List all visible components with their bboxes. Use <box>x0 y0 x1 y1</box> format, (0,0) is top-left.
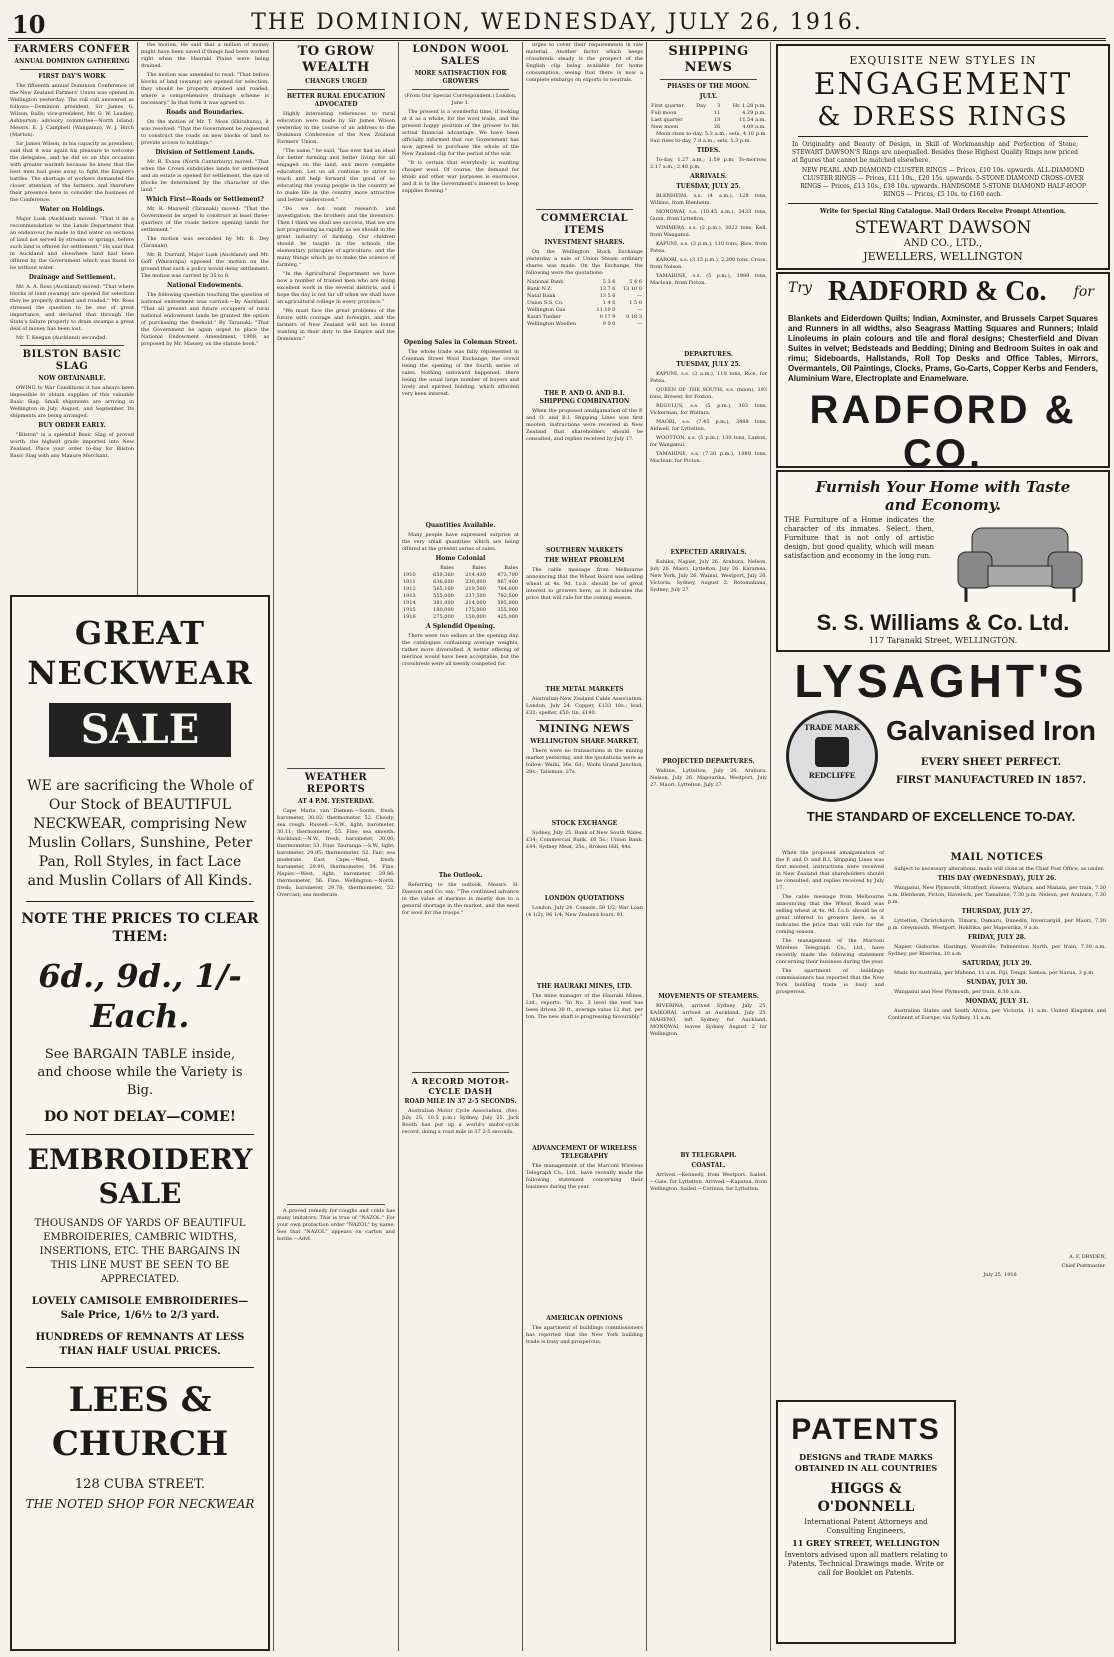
table-cell: 792,500 <box>497 593 518 599</box>
headline: TO GROW WEALTH <box>297 44 375 75</box>
ad-headline: RADFORD & Co. <box>828 276 1047 307</box>
table-header-cell <box>402 565 423 572</box>
badge-label: REDCLIFFE <box>808 771 856 780</box>
newspaper-title: THE DOMINION, WEDNESDAY, JULY 26, 1916. <box>251 10 863 35</box>
ad-headline: ENGAGEMENT <box>813 67 1073 102</box>
section-heading: TIDES. <box>696 147 721 154</box>
table-cell: 26 <box>713 124 721 130</box>
subheadline: INVESTMENT SHARES. <box>544 239 625 246</box>
company-address: 117 Taranaki Street, WELLINGTON. <box>868 636 1018 645</box>
embroidery-headline: EMBROIDERY SALE <box>27 1143 253 1210</box>
table-cell: Last quarter <box>651 117 683 123</box>
column-rule <box>770 42 771 1651</box>
subheadline: WELLINGTON SHARE MARKET. <box>530 738 639 745</box>
ad-body: Inventors advised upon all matters relating to Patents. Technical Drawings made. Write or call for Booklet on Patents. <box>784 1551 948 1577</box>
signature-name: A. F. DRYDEN, <box>1069 1254 1106 1260</box>
table-cell: Wellington Woollen <box>527 321 576 327</box>
headline: COMMERCIAL ITEMS <box>540 213 629 236</box>
table-row <box>402 607 519 614</box>
table-row <box>650 103 767 110</box>
article-paragraph: Many people have expressed surprise at the very small quantities which are being offered at the present series of sales. <box>402 532 519 552</box>
section-heading: National Endowments. <box>166 282 244 289</box>
table-cell: 9 0 0 <box>602 321 616 327</box>
table-cell: 1914 <box>403 600 416 606</box>
table-row <box>402 579 519 586</box>
badge-label: TRADE MARK <box>804 723 860 732</box>
stewart-dawson-rings-ad <box>776 44 1110 270</box>
table-row <box>526 286 643 293</box>
mail-schedule: Wanganui and New Plymouth, per train, 8.30 a.m. <box>894 989 1022 995</box>
headline: A RECORD MOTOR-CYCLE DASH <box>411 1076 510 1096</box>
table-cell: 230,800 <box>465 579 486 585</box>
shipping-entry: TAMAHINE, s.s. (7.30 p.m.), 1989 tons, Maclean, for Picton. <box>650 451 767 464</box>
mail-schedule: Wanganui, New Plymouth, Stratford, Hawera, Waitara, and Manaia, per train, 7.30 a.m. Blenheim, Picton, Havelock, per Tamahine, 7.30 p.m. Nelson, per Arahura, 7.30 p.m. <box>888 885 1106 905</box>
headline: MINING NEWS <box>538 724 631 735</box>
table-cell: 381,000 <box>433 600 454 606</box>
section-heading: BY TELEGRAPH. <box>680 1152 737 1159</box>
column-rule <box>398 42 399 1651</box>
armchair-illustration <box>950 518 1090 606</box>
section-heading: Division of Settlement Lands. <box>155 149 255 156</box>
mail-schedule: Lyttelton, Christchurch, Timaru, Oamaru, Dunedin, Invercargill, per Maori, 7.30 p.m. Greymouth, Westport, Hokitika, per Mapourika, 9 a.m. <box>888 918 1106 931</box>
article-paragraph: Highly interesting references to rural education were made by Sir James Wilson yesterday in the course of an address to the Dominion Conference of the New Zealand Farmers' Union. <box>277 111 395 145</box>
article-paragraph: When the proposed amalgamation of the P. and O. and B.I. Shipping Lines was first mooted, instructions were received in New Zealand that shareholders should be consulted, and replies received by July 17. <box>776 850 884 891</box>
table-header-cell: Bales <box>440 565 454 571</box>
section-heading: COASTAL. <box>691 1162 726 1169</box>
store-tagline: THE NOTED SHOP FOR NECKWEAR <box>25 1497 255 1511</box>
ad-headline: Furnish Your Home with Taste <box>815 478 1071 496</box>
store-name: LEES & CHURCH <box>51 1380 229 1464</box>
table-cell: 355,000 <box>497 607 518 613</box>
table-cell: Bank N.Z. <box>527 286 553 292</box>
section-heading: ADVANCEMENT OF WIRELESS TELEGRAPHY <box>532 1145 637 1160</box>
section-heading: STOCK EXCHANGE <box>551 820 618 827</box>
table-cell: New moon <box>651 124 679 130</box>
table-cell: 13 10 0 <box>622 286 642 292</box>
table-cell: 565,100 <box>433 586 454 592</box>
subheadline: FIRST DAY'S WORK <box>38 73 106 80</box>
ad-try: Try <box>788 280 812 296</box>
table-cell: 867,400 <box>497 579 518 585</box>
subheadline: ANNUAL DOMINION GATHERING <box>14 58 130 65</box>
company-name: STEWART DAWSON <box>854 218 1032 238</box>
article-paragraph: When the proposed amalgamation of the P. and O. and B.I. Shipping Lines was first mooted, instructions were received in New Zealand that shareholders should be consulted, and replies received by July 17. <box>526 408 643 442</box>
table-row <box>526 279 643 286</box>
shipping-entry: MONOWAI, s.s. (10.45 a.m.), 3433 tons, Gunn, from Lyttelton. <box>650 209 767 222</box>
table-cell: 219,500 <box>465 586 486 592</box>
trade-mark-badge <box>786 710 878 802</box>
section-heading: Roads and Boundaries. <box>166 109 244 116</box>
article-paragraph: "Do we not want research and investigation, the brothers and the inventors. Then I think we shall see success, that we are not progressing as rapidly as we should in the great industry of farming. Our children should be taught in the schools the elementary principles of agriculture, and the many things which go to make the science of farming." <box>277 206 395 268</box>
section-heading: BUY ORDER EARLY. <box>38 422 106 429</box>
table-cell: Union S.S. Co. <box>527 300 564 306</box>
ad-write: Write for Special Ring Catalogue. Mail Orders Receive Prompt Attention. <box>819 208 1067 215</box>
table-cell: 784,600 <box>497 586 518 592</box>
mail-day: SATURDAY, JULY 29. <box>962 960 1032 967</box>
ad-headline: LYSAGHT'S <box>794 655 1088 707</box>
table-cell: 1913 <box>403 593 416 599</box>
article-paragraph: Referring to the outlook, Messrs. H. Dawson and Co. say: "The continued advance in the value of merinos is mostly due to a general shortage in the market, and the need for wool for the troops." <box>402 882 519 916</box>
table-cell: 11 10 0 <box>596 307 616 313</box>
section-heading: PROJECTED DEPARTURES. <box>662 758 755 765</box>
ad-headline: PATENTS <box>791 1413 941 1446</box>
mail-schedule: Napier, Gisborne, Hastings, Woodville, Palmerston North, per train, 7.30 a.m. Sydney, per Riverina, 10 a.m. <box>888 944 1106 957</box>
table-cell: Day <box>696 103 706 109</box>
article-paragraph: Mr. T. Keegan (Auckland) seconded. <box>16 335 108 341</box>
article-paragraph: "The same," he said, "has ever had an ideal for better farming and better living for all engaged on the land, and more complete education. Let us all continue to strive to teach and help forward the good of so educating the young people in the country as to make life in the country more attractive and better understood." <box>277 148 395 203</box>
table-cell: — <box>637 321 642 327</box>
shipping-entry: KAPUNI, s.s. (3 a.m.), 110 tons, Rice, for Patea. <box>650 371 767 384</box>
section-heading: THE WHEAT PROBLEM <box>544 557 625 564</box>
article-paragraph: "In the Agricultural Department we have now a number of trained men who are doing excellent work in the several districts, and I hope the day is not far off when we shall have an agricultural college in every province." <box>277 271 395 305</box>
table-cell: 5 3 6 <box>602 279 616 285</box>
table-cell: 659,360 <box>433 572 454 578</box>
article-paragraph: The cable message from Melbourne announcing that the Wheat Board was selling wheat at 4s. 9d. f.o.b. should be of great interest to growers here, as it indicates the price that will rule for the coming season. <box>776 894 884 935</box>
ad-see: See BARGAIN TABLE inside, and choose while the Variety is Big. <box>37 1047 243 1098</box>
company-address: 11 GREY STREET, WELLINGTON <box>792 1538 940 1548</box>
subheadline: PHASES OF THE MOON. <box>667 83 750 90</box>
table-row <box>402 600 519 607</box>
remnants-line: HUNDREDS OF REMNANTS AT LESS THAN HALF USUAL PRICES. <box>35 1332 245 1357</box>
notice-date: July 25, 1916 <box>983 1272 1017 1278</box>
article-paragraph: Mr. R. Evans (North Canterbury) moved: "That when the Crown subdivides lands for settlement and an estate is opened for settlement, the size of blocks be determined by the character of the land." <box>141 159 269 193</box>
ad-claim: EVERY SHEET PERFECT. <box>920 757 1062 768</box>
subheadline: AT 4 P.M. YESTERDAY. <box>298 798 374 805</box>
table-row <box>526 300 643 307</box>
embroidery-body: THOUSANDS OF YARDS OF BEAUTIFUL EMBROIDERIES, CAMBRIC WIDTHS, INSERTIONS, ETC. THE BARGAINS IN THIS LINE MUST BE SEEN TO BE APPRECIATED. <box>34 1218 246 1285</box>
table-cell: 595,000 <box>497 600 518 606</box>
shipping-entry: MAORI, s.s. (7.45 p.m.), 3488 tons, Aldwell, for Lyttelton. <box>650 419 767 432</box>
ad-prices: 6d., 9d., 1/- Each. <box>38 957 242 1035</box>
table-cell: Natal Bank <box>527 293 556 299</box>
article-paragraph: Mr. A. A. Ross (Auckland) moved: "That where blocks of land (swamp) are opened for selection they be properly drained and roaded." Mr. Ross stressed the question to be one of great importance, and declared that through the State's failure properly to drain swamps a great deal of money has been lost. <box>10 284 134 332</box>
table-cell <box>695 110 710 117</box>
article-paragraph: "Bilston" is a splendid Basic Slag of proved worth, the highest grade imported into New Zealand. Place your order to-day for Bilston Basic Slag with any Manure Merchant. <box>10 432 134 459</box>
table-row <box>526 321 643 328</box>
table-cell: 180,000 <box>433 607 454 613</box>
headline: WEATHER REPORTS <box>304 772 368 795</box>
mail-intro: Subject to necessary alterations, mails will close at the Chief Post Office, as under: <box>894 866 1105 872</box>
section-heading: MOVEMENTS OF STEAMERS. <box>658 993 759 1000</box>
table-cell: 5 4 6 <box>629 279 642 285</box>
section-heading: THE HAURAKI MINES, LTD. <box>536 983 633 990</box>
column-rule <box>522 42 523 1651</box>
ad-body: Blankets and Eiderdown Quilts; Indian, Axminster, and Brussels Carpet Squares and Runners in all widths, also Seagrass Matting Squares and Runners; Inlaid Linoleums in plain colours and tile and floral designs; Chesterfield and Divan Suites in velvet; Bedsteads and Bedding; Dining and Bedroom Suites in oak and rimu; Sideboards, Hallstands, Roll Top Desks and Office Tables, Mirrors, Overmantels, Oil Paintings, Clocks, Prams, Go-Carts, Copper Kerbs and Fenders, Aluminium Ware, Electroplate and Enamelware. <box>788 314 1098 383</box>
projected-departures: Wahine, Lyttelton, July 26. Arahura, Nelson, July 26. Mapourika, Westport, July 27. Maori, Lyttelton, July 27. <box>650 768 767 788</box>
shipping-entry: WOOTTON, s.s. (5 p.m.), 130 tons, Laxton, for Wanganui. <box>650 435 767 448</box>
article-paragraph: The mine manager of the Hauraki Mines, Ltd., reports: "In No. 3 level the reef has been driven 30 ft., average value 12 dwt. per ton. The new shaft is progressing favourably." <box>526 993 643 1020</box>
section-heading: Which First—Roads or Settlement? <box>146 196 264 203</box>
table-cell: 11.54 a.m. <box>739 117 766 123</box>
table-cell: 1916 <box>403 614 416 620</box>
lees-church-neckwear-ad <box>10 595 270 1651</box>
table-cell: 0 17 9 <box>599 314 616 320</box>
article-paragraph: The management of the Marconi Wireless Telegraph Co., Ltd., have recently made the following statement concerning their business during the year. <box>776 938 884 965</box>
article-paragraph: OWING to War Conditions it has always been impossible to obtain supplies of this valuable Basic Slag. Small shipments are arriving in Wellington in July, August, and September. Its shipments are being arranged. <box>10 385 134 419</box>
article-paragraph: "We must face the great problems of the future with courage and foresight, and the farmers of New Zealand will not be found wanting in their duty to the Empire and the Dominion." <box>277 308 395 342</box>
table-row <box>402 614 519 621</box>
column-conference-continued <box>141 42 269 587</box>
company-description: International Patent Attorneys and Consulting Engineers, <box>804 1518 928 1535</box>
section-heading: Quantities Available. <box>425 522 496 529</box>
ad-ring-list: NEW PEARL AND DIAMOND CLUSTER RINGS — Prices, £10 10s. upwards. ALL-DIAMOND CLUSTER RINGS — Prices, £11 10s., £20 15s. upwards. 5-STONE DIAMOND CROSS-OVER RINGS — Prices, £13 10s., £18 10s. upwards. HANDSOME 5-STONE DIAMOND HALF-HOOP RINGS — Prices, £5 10s. to £160 each. <box>800 167 1086 198</box>
table-cell: — <box>637 307 642 313</box>
table-cell: 1 5 0 <box>629 300 642 306</box>
table-cell: Wellington Gas <box>527 307 566 313</box>
moon-phases-table <box>650 103 767 131</box>
column-london-wool <box>402 42 519 1647</box>
ad-slogan: THE STANDARD OF EXCELLENCE TO-DAY. <box>806 809 1076 824</box>
table-cell <box>695 124 710 131</box>
article-paragraph: The apartment of buildings commissioners has reported that the New York building trade is busy and prosperous. <box>776 968 884 995</box>
subheadline: ROAD MILE IN 37 2-5 SECONDS. <box>404 1098 517 1105</box>
table-row <box>650 124 767 131</box>
table-cell: 18 <box>713 117 721 123</box>
mail-day: THURSDAY, JULY 27. <box>961 908 1033 915</box>
mail-schedule: Australian States and South Africa, per Victoria, 11 a.m. United Kingdom and Continent of Europe, via Sydney, 11 a.m. <box>888 1008 1106 1021</box>
williams-furniture-ad <box>776 470 1110 652</box>
shipping-entry: KARORI, s.s. (3.15 p.m.), 2,200 tons, Cross, from Nelson. <box>650 257 767 270</box>
article-paragraph: The following question touching the question of national endowment was carried:—By Auckland: "That all present and future occupiers of rural national endowment lands be granted the option of purchasing the freehold." By Taranaki: "That the Government be again urged to place the National Endowment Amendment, 1908, as proposed by Mr. Massey, on the statute book." <box>141 292 269 347</box>
table-cell: 555,000 <box>433 593 454 599</box>
table-row <box>526 314 643 321</box>
table-cell: National Bank <box>527 279 564 285</box>
article-paragraph: urges to cover their requirements in raw material. Another factor which keeps crossbreds steady is the prospect of the English clip being available for home consumption, seeing that there is now a complete embargo on exports to neutrals. <box>526 42 643 83</box>
table-cell: — <box>637 293 642 299</box>
sun-moon-times: Moon rises to-day, 5.3 a.m.; sets, 4.10 p.m. Sun rises to-day, 7.8 a.m.; sets, 5.3 p.m. <box>650 131 767 144</box>
subheadline: NOW OBTAINABLE. <box>38 375 106 382</box>
article-paragraph: On the Wellington Stock Exchange yesterday a sale of Union Steam ordinary shares was made. On the Exchange, the following were the quotations: <box>526 249 643 276</box>
article-paragraph: "It is certain that everybody is wanting cheaper wool. Of course, the demand for khaki and other war purposes is enormous, and it is to the Government's interest to keep supplies flowing." <box>402 160 519 194</box>
article-paragraph: There were two sellers at the opening day, the catalogues containing average weights, rather more diversified. A better offering of merinos would have been acceptable, but the crossbreds were all keenly competed for. <box>402 633 519 667</box>
crown-icon <box>815 737 849 767</box>
radford-furnishers-ad <box>776 272 1110 468</box>
table-row <box>402 572 519 579</box>
section-heading: SOUTHERN MARKETS <box>546 547 623 554</box>
column-grow-wealth <box>277 42 395 1647</box>
table-row <box>650 117 767 124</box>
mail-day: THIS DAY (WEDNESDAY), JULY 26. <box>937 875 1057 882</box>
mail-day: MONDAY, JULY 31. <box>965 998 1029 1005</box>
article-paragraph: Australian-New Zealand Cable Association. London, July 24. Copper, £133 10s.; lead, £32; spelter, £50; tin, £190. <box>526 696 643 716</box>
table-cell: Hr. 1.28 p.m. <box>732 103 766 109</box>
table-cell: 13 5 6 <box>599 293 616 299</box>
section-heading: Water on Holdings. <box>39 206 105 213</box>
signature-title: Chief Postmaster. <box>1061 1263 1106 1269</box>
ad-product: Galvanised Iron <box>885 715 1097 746</box>
section-subheading: TUESDAY, JULY 25. <box>676 183 741 190</box>
company-name: RADFORD & CO. <box>809 388 1077 468</box>
subheadline: MORE SATISFACTION FOR GROWERS <box>414 70 507 85</box>
expected-arrivals: Kahika, Napier, July 26. Arahura, Nelson, July 26. Maori, Lyttelton, July 26. Karamea, New York, July 26. Wainui, Westport, July 26. Victoria, Sydney, August 2. Rotomahana, Sydney, July 27. <box>650 559 767 593</box>
table-cell: 11 <box>713 110 721 116</box>
shares-table <box>526 279 643 328</box>
section-heading: A Splendid Opening. <box>425 623 496 630</box>
ad-body: THE Furniture of a Home indicates the character of its inmates. Select, then, Furniture that is not only of artistic design, but good quality, which will mean satisfaction and economy in the long run. <box>784 516 934 560</box>
ad-claim: FIRST MANUFACTURED IN 1857. <box>895 775 1086 786</box>
store-address: 128 CUBA STREET. <box>74 1477 206 1492</box>
masthead <box>8 4 1106 41</box>
section-heading: THE METAL MARKETS <box>545 686 624 693</box>
article-paragraph: Australian Motor Cycle Association, (Rec. July 25, 10.5 p.m.) Sydney, July 25. Jack Booth has put up a world's motor-cycle record, doing a road mile in 37 2-5 seconds. <box>402 1108 519 1135</box>
article-paragraph: The motion was amended to read: "That before blocks of land (swamp) are opened for selection, they should be properly drained and roaded, where a comprehensive drainage scheme is necessary." In that form it was agreed to. <box>141 72 269 106</box>
steamer-movements: RIVERINA, arrived Sydney July 25. KAIKORAI, arrived at Auckland, July 25. MAHENO, left Sydney for Auckland. MONOWAI, leaves Sydney August 2 for Wellington. <box>650 1003 767 1037</box>
section-subheading: TUESDAY, JULY 25. <box>676 361 741 368</box>
table-cell: 3 <box>717 103 721 109</box>
article-paragraph: The present is a wonderful time, if looking at it as a whole, for the wool trade, and the present happy position of the grower to his actual financial advantage. We have been officially informed that our Government has now agreed to purchase the whole of the New Zealand clip for the period of the war. <box>402 109 519 157</box>
table-cell: 237,500 <box>465 593 486 599</box>
headline: BILSTON BASIC SLAG <box>22 349 122 372</box>
column-shipping-news <box>650 42 767 1647</box>
section-heading: The Outlook. <box>438 872 483 879</box>
table-cell: 1912 <box>403 586 416 592</box>
nazol-advert: A proved remedy for coughs and colds has many imitators. This is true of "NAZOL." For your own protection order "NAZOL" by name. See that "NAZOL" appears on carton and bottle.—Advt. <box>277 1208 395 1242</box>
column-rule <box>273 42 274 1651</box>
ad-body: In Originality and Beauty of Design, in Skill of Workmanship and Perfection of Stone, STEWART DAWSON'S Rings are unequalled. Besides these Highest Quality Rings now priced at figures that cannot be matched elsewhere. <box>792 141 1078 164</box>
table-header-row <box>402 565 519 572</box>
column-mail-notices <box>888 850 1106 1390</box>
mail-schedule: Mails for Australia, per Maheno, 11 a.m. Fiji, Tonga, Samoa, per Navua, 3 p.m. <box>894 970 1095 976</box>
wool-bales-table <box>402 565 519 621</box>
table-cell: 150,000 <box>465 614 486 620</box>
table-cell: 0 18 3 <box>626 314 642 320</box>
weather-report: Cape Maria van Diemen.—South, fresh; barometer, 30.02; thermometer, 52. Cloudy; sea rough. Russell.—S.W., light; barometer, 30.11; thermometer, 55. Fine; sea smooth. Auckland.—N.W., fresh; barometer, 30.00; thermometer, 53. Fine. Tauranga.—S.W., light; barometer, 29.95; thermometer, 52. Fair; sea moderate. East Cape.—West, fresh; barometer, 29.90; thermometer, 54. Fine. Napier.—West, light; barometer, 29.86; thermometer, 56. Fine. Wellington.—North, fresh; barometer, 29.78; thermometer, 52. Overcast; sea moderate. <box>277 808 395 898</box>
section-heading: AMERICAN OPINIONS <box>546 1315 623 1322</box>
table-row <box>402 586 519 593</box>
mail-day: SUNDAY, JULY 30. <box>966 979 1028 986</box>
table-cell: Full moon <box>651 110 677 116</box>
article-paragraph: The fifteenth annual Dominion Conference of the New Zealand Farmers' Union was opened in Wellington yesterday. The roll call answered as follows:—Dominion president, Sir James G. Wilson, Bulls; vice-president, Mr. G. W. Leadley, Ashburton; advisory committee—North Island: Messrs. E. J. Campbell (Wanganui), W. J. Birch (Marton). <box>10 83 134 138</box>
ad-headline: GREAT NECKWEAR <box>27 614 253 692</box>
ad-for: for <box>1073 284 1094 300</box>
column-rule <box>646 42 647 1651</box>
article-paragraph: Mr. R. Durrant, Major Lusk (Auckland) and Mr. Goff (Wairarapa) opposed the motion on the ground that such a policy would delay settlement. The motion was carried by 35 to 8. <box>141 252 269 279</box>
column-misc-news <box>776 850 884 1390</box>
table-header-cell: Bales <box>504 565 518 571</box>
article-paragraph: Sir James Wilson, in his capacity as president, said that it was again his pleasure to welcome the delegates, and he did so on this occasion with greater warmth because he knew that the best men had gone away to fight the Empire's battles. The shortage of workers demanded the closer attention of the farmers, and therefore their presence here to consider the business of the Conference. <box>10 141 134 203</box>
subheadline: JULY. <box>699 93 718 100</box>
tide-times: To-day, 1.27 a.m.; 1.59 p.m. To-morrow, 2.17 a.m.; 2.48 p.m. <box>650 157 767 170</box>
company-tagline: JEWELLERS, WELLINGTON <box>863 250 1023 263</box>
headline: LONDON WOOL SALES <box>412 44 509 67</box>
ad-headline: and Economy. <box>885 496 1001 514</box>
column-farmers-confer <box>10 42 134 587</box>
section-heading: LONDON QUOTATIONS <box>544 895 625 902</box>
table-cell: 1910 <box>403 572 416 578</box>
table-cell: Kauri Timber <box>527 314 561 320</box>
company-name: HIGGS & O'DONNELL <box>817 1481 915 1515</box>
article-paragraph: Mr. R. Maxwell (Taranaki) moved: "That the Government be urged to construct at least three-quarters of the roads before opening lands for settlement." <box>141 206 269 233</box>
headline: SHIPPING NEWS <box>668 44 749 75</box>
byline: (From Our Special Correspondent.) London, June 1. <box>404 93 517 106</box>
article-paragraph: Major Lusk (Auckland) moved: "That it be a recommendation to the Lands Department that an endeavour be made to find water on sections of land not served by streams or springs, before such land is offered for settlement." He said that in Auckland and elsewhere land had been offered by the Government which was found to be without water. <box>10 216 134 271</box>
article-paragraph: Sydney, July 25. Bank of New South Wales, £34; Commercial Bank, £6 5s.; Union Bank, £44; Sydney Meat, 25s.; Broken Hill, 44s. <box>526 830 643 850</box>
page-number: 10 <box>12 10 46 39</box>
shipping-entry: BLENHEIM, s.s. (4 a.m.), 128 tons, Wilkins, from Blenheim. <box>650 193 767 206</box>
higgs-odonnell-patents-ad <box>776 1400 956 1644</box>
shipping-entry: QUEEN OF THE SOUTH, s.s. (noon), 193 tons, Brewer, for Foxton. <box>650 387 767 400</box>
headline: MAIL NOTICES <box>950 852 1044 863</box>
article-paragraph: On the motion of Mr. T. Moss (Ekitahuna), it was resolved: "That the Government be requested to construct the roads on new blocks of land to provide access to holdings." <box>141 119 269 146</box>
table-cell: 4.00 a.m. <box>742 124 766 130</box>
column-commercial <box>526 42 643 1647</box>
article-paragraph: The whole trade was fully represented in Coleman Street Wool Exchange, the crowd being the opening of the fourth series of sales. Nothing untoward happened, there being the usual large number of buyers and lively and spirited bidding, which afforded very keen interest. <box>402 349 519 397</box>
section-heading: Drainage and Settlement. <box>28 274 116 281</box>
table-cell: 175,000 <box>465 607 486 613</box>
ad-headline: & DRESS RINGS <box>817 102 1069 132</box>
shipping-entry: REGULUS, s.s. (5 p.m.), 303 tons, Vickerman, for Waitara. <box>650 403 767 416</box>
ad-delay: DO NOT DELAY—COME! <box>44 1109 236 1125</box>
article-paragraph: The cable message from Melbourne announcing that the Wheat Board was selling wheat at 4s. 9d. f.o.b. should be of great interest to growers here, as it indicates the price that will rule for the coming season. <box>526 567 643 601</box>
ad-subheadline: DESIGNS and TRADE MARKS OBTAINED IN ALL COUNTRIES <box>794 1452 938 1473</box>
shipping-entry: KAPUNI, s.s. (3 p.m.), 110 tons, Rice, from Patea. <box>650 241 767 254</box>
table-title: Home Colonial <box>435 555 486 562</box>
section-heading: THE P. AND O. AND B.I. SHIPPING COMBINATION <box>539 390 630 405</box>
section-heading: ARRIVALS. <box>690 173 727 180</box>
table-cell: 425,000 <box>497 614 518 620</box>
table-cell: 1915 <box>403 607 416 613</box>
section-heading: Opening Sales in Coleman Street. <box>403 339 518 346</box>
table-header-cell: Bales <box>472 565 486 571</box>
table-cell <box>695 117 710 124</box>
article-paragraph: The motion was seconded by Mr. R. Dey (Taranaki). <box>141 236 269 249</box>
mail-day: FRIDAY, JULY 28. <box>967 934 1027 941</box>
shipping-entry: WIMMERA, s.s. (2 p.m.), 3022 tons, Kell, from Wanganui. <box>650 225 767 238</box>
camisole-line: LOVELY CAMISOLE EMBROIDERIES—Sale Price, 1/6½ to 2/3 yard. <box>31 1296 249 1321</box>
article-paragraph: The management of the Marconi Wireless Telegraph Co., Ltd., have recently made the following statement concerning their business during the year. <box>526 1163 643 1190</box>
company-name: S. S. Williams & Co. Ltd. <box>816 610 1070 635</box>
table-cell: 873,790 <box>497 572 518 578</box>
lysaght-galvanised-iron-ad <box>776 654 1106 844</box>
ad-note: NOTE THE PRICES TO CLEAR THEM: <box>21 911 259 945</box>
table-cell: First quarter <box>651 103 684 109</box>
table-cell: 4.29 p.m. <box>742 110 766 116</box>
article-paragraph: the motion. He said that a million of money might have been saved if things had been worked right when the Hauraki Plains were being drained. <box>141 42 269 69</box>
ad-kicker: EXQUISITE NEW STYLES IN <box>849 54 1037 67</box>
coastal-news: Arrived.—Kennedy, from Westport. Sailed.—Gale, for Lyttelton. Arrived.—Kapanui, from Wellington. Sailed.—Corinna, for Lyttelton. <box>650 1172 767 1192</box>
table-cell: 214,430 <box>465 572 486 578</box>
table-cell: 13 7 6 <box>599 286 616 292</box>
ad-body: WE are sacrificing the Whole of Our Stock of BEAUTIFUL NECKWEAR, comprising New Muslin Collars, Sunshine, Peter Pan, Roll Styles, in fact Lace and Muslin Collars of All Kinds. <box>27 778 253 889</box>
section-heading: EXPECTED ARRIVALS. <box>670 549 747 556</box>
article-paragraph: There were no transactions in the mining market yesterday, and the quotations were as follow: Waihi, 36s. 6d.; Waihi Grand Junction, 28s.; Talisman, 27s. <box>526 748 643 775</box>
company-suffix: AND CO., LTD., <box>903 238 983 249</box>
shipping-entry: TAMAHINE, s.s. (5 p.m.), 1989 tons, Maclean, from Picton. <box>650 273 767 286</box>
article-paragraph: London, July 24. Consols, 59 1/2; War Loan (4 1/2), 96 1/4; New Zealand fours, 91. <box>526 905 643 918</box>
table-row <box>402 593 519 600</box>
article-paragraph: The apartment of buildings commissioners has reported that the New York building trade is busy and prosperous. <box>526 1325 643 1345</box>
table-cell: 1 4 6 <box>602 300 616 306</box>
table-row <box>650 110 767 117</box>
table-cell: 636,600 <box>433 579 454 585</box>
table-cell: 214,000 <box>465 600 486 606</box>
table-cell: 1911 <box>403 579 416 585</box>
headline: FARMERS CONFER <box>13 44 131 55</box>
sale-banner: SALE <box>49 703 232 757</box>
subheadline: CHANGES URGED <box>305 78 367 85</box>
table-cell: 275,000 <box>433 614 454 620</box>
table-row <box>526 307 643 314</box>
section-heading: DEPARTURES. <box>684 351 733 358</box>
table-row <box>526 293 643 300</box>
subheadline: BETTER RURAL EDUCATION ADVOCATED <box>286 93 386 108</box>
